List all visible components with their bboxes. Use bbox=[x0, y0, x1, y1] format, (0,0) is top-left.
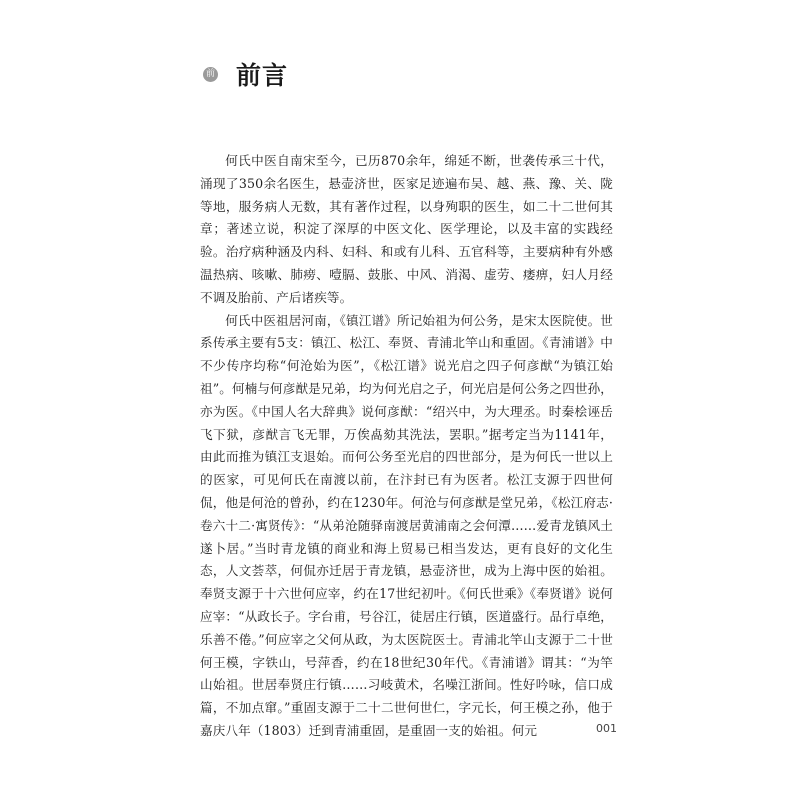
page-title: 前言 bbox=[236, 61, 289, 90]
paragraph-1: 何氏中医自南宋至今，已历870余年，绵延不断，世袭传承三十代，涌现了350余名医生，悬壶济世，医家足迹遍布吴、越、燕、豫、关、陇等地，服务病人无数，其有著作过程，以身殉职的医生，如二十二世何其章；著述立说，积淀了深厚的中医文化、医学理论，以及丰富的实践经验。治疗病种涵及内科、妇科、和或有儿科、五官科等，主要病种有外感温热病、咳嗽、肺痨、噎膈、鼓胀、中风、消渴、虚劳、痿痹，妇人月经不调及胎前、产后诸疾等。 bbox=[200, 153, 613, 305]
body-text bbox=[200, 150, 613, 743]
heading-ornament-icon: 前 bbox=[203, 67, 218, 82]
page-number: 001 bbox=[596, 722, 617, 735]
paragraph-2: 何氏中医祖居河南，《镇江谱》所记始祖为何公务，是宋太医院使。世系传承主要有5支：镇江、松江、奉贤、青浦北竿山和重固。《青浦谱》中不少传序均称“何沧始为医”，《松江谱》说光启之四子何彦猷“为镇江始祖”。何楠与何彦猷是兄弟，均为何光启之子，何光启是何公务之四世孙，亦为医。《中国人名大辞典》说何彦猷：“绍兴中，为大理丞。时秦桧诬岳飞下狱，彦猷言飞无罪，万俟卨劾其洗法，罢职。”据考定当为1141年，由此而推为镇江支退始。而何公务至光启的四世部分，是为何氏一世以上的医家，可见何氏在南渡以前，在汴封已有为医者。松江支源于四世何侃，他是何沧的曾孙，约在1230年。何沧与何彦猷是堂兄弟，《松江府志·卷六十二·寓贤传》：“从弟沧随驿南渡居黄浦南之会何潭……爱青龙镇风土遂卜居。”当时青龙镇的商业和海上贸易已相当发达，更有良好的文化生态，人文荟萃，何侃亦迁居于青龙镇，悬壶济世，成为上海中医的始祖。奉贤支源于十六世何应宰，约在17世纪初叶。《何氏世乘》《奉贤谱》说何应宰：“从政长子。字台甫，号谷江，徒居庄行镇，医道盛行。品行卓绝，乐善不倦。”何应宰之父何从政，为太医院医士。青浦北竿山支源于二十世何王模，字铁山，号萍香，约在18世纪30年代。《青浦谱》谓其：“为竿山始祖。世居奉贤庄行镇……习岐黄术，名噪江浙间。性好吟咏，信口成篇，不加点窜。”重固支源于二十二世何世仁，字元长，何王模之孙，他于嘉庆八年（1803）迁到青浦重固，是重固一支的始祖。何元 bbox=[200, 312, 613, 738]
